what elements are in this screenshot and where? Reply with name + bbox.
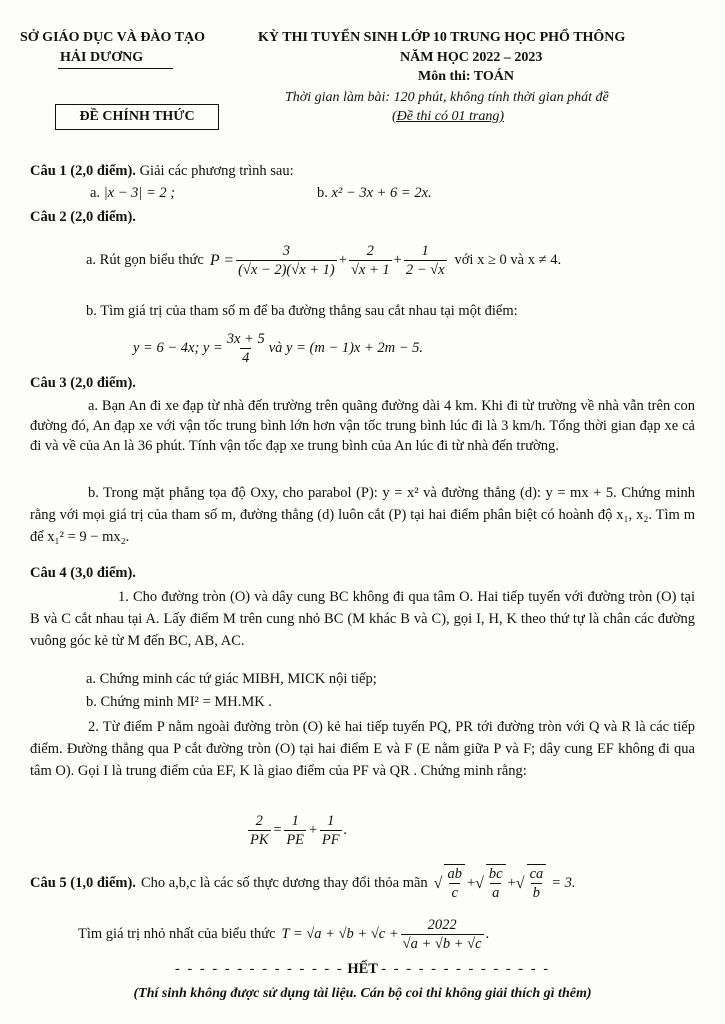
q2a-f1-den: (√x − 2)(√x + 1) [238, 262, 335, 278]
q2a-fraction-1 [236, 242, 337, 279]
q5-line2: Tìm giá trị nhỏ nhất của biểu thức T = √a + √b + √c + $\frac{2022}{√a + √b + √c}$ . [78, 917, 490, 952]
q2a-f2-num: 2 [366, 243, 374, 259]
q3a-text: a. Bạn An đi xe đạp từ nhà đến trường trên quãng đường dài 4 km. Khi đi từ trường về nhà vẫn trên con đường đó, An đạp xe với vận tốc trung bình lớn hơn vận tốc trung bình lúc đi là 3 km/h. Tổng thời gian đạp xe cả đi và về của An là 36 phút. Tính vận tốc đạp xe trung bình của An lúc đi từ nhà đến trường. [30, 398, 695, 454]
q2a-condition: với x ≥ 0 và x ≠ 4. [454, 252, 562, 268]
q2a-f2-den: √x + 1 [350, 262, 390, 278]
q4-plus: + [308, 822, 318, 838]
q2b-frac-den: 4 [242, 350, 250, 366]
q1-intro: Giải các phương trình sau: [139, 163, 294, 179]
q1-title: Câu 1 (2,0 điểm). [30, 163, 136, 179]
q4-eq: = [272, 822, 283, 838]
school-year: NĂM HỌC 2022 – 2023 [400, 50, 543, 65]
q2a-f3-den: 2 − √x [405, 262, 445, 278]
subject: Môn thi: TOÁN [418, 69, 514, 84]
q4-p1: 1. Cho đường tròn (O) và dây cung BC không đi qua tâm O. Hai tiếp tuyến với đường tròn (O) tại B và C cắt nhau tại A. Lấy điểm M trên cung nhỏ BC (M khác B và C), gọi I, H, K theo thứ tự là chân các đường vuông góc kẻ từ M đến BC, AB, AC. [30, 589, 695, 649]
q2b-eq2: và y = (m − 1)x + 2m − 5. [268, 340, 424, 356]
end-marker: - - - - - - - - - - - - - - HẾT - - - - - - - - - - - - - - [174, 961, 551, 977]
q2b-equations [133, 330, 423, 367]
q2a: a. Rút gọn biểu thức P = $\frac{3}{(√x - 2)(√x + 1)}$ + $\frac{2}{√x + 1}$ + $\frac{1}{2 - √x}$ với x ≥ 0 và x ≠ 4. [86, 243, 562, 278]
q4-f1 [248, 812, 271, 849]
end-text: HẾT [347, 961, 378, 977]
q2b-fraction [225, 330, 267, 367]
official-badge: ĐỀ CHÍNH THỨC [55, 104, 219, 130]
province-underline [58, 68, 173, 69]
q5-title: Câu 5 (1,0 điểm). [30, 874, 136, 891]
q2a-f1-num: 3 [282, 243, 291, 259]
page-count: (Đề thi có 01 trang) [392, 109, 504, 124]
q2a-f3-num: 1 [421, 243, 429, 259]
q1b [317, 184, 432, 203]
q2a-P: P = [209, 252, 235, 269]
q5-r1-num: ab [447, 866, 462, 882]
q5-r3-num: ca [529, 866, 544, 882]
q1b-expr: x² − 3x + 6 = 2x. [331, 185, 432, 201]
q5-r3-den: b [532, 885, 541, 901]
q4-title: Câu 4 (3,0 điểm). [30, 565, 136, 581]
q2a-text: a. Rút gọn biểu thức [86, 252, 204, 268]
q5-intro: Cho a,b,c là các số thực dương thay đổi thỏa mãn [140, 874, 428, 891]
q2b-frac-num: 3x + 5 [226, 331, 265, 347]
q1a [90, 184, 175, 203]
q2b-eq1: y = 6 − 4x; y = [133, 340, 223, 356]
province-name: HẢI DƯƠNG [60, 50, 144, 65]
q5-T-den: √a + √b + √c [402, 936, 482, 952]
q2-title: Câu 2 (2,0 điểm). [30, 209, 136, 225]
dept-name: SỞ GIÁO DỤC VÀ ĐÀO TẠO [20, 30, 206, 45]
exam-time: Thời gian làm bài: 120 phút, không tính thời gian phát đề [285, 90, 609, 105]
q5-T-fraction [401, 916, 484, 953]
q4-f2-den: PE [286, 832, 305, 848]
q5-r2-den: a [492, 885, 500, 901]
q4-p2: 2. Từ điểm P nằm ngoài đường tròn (O) kẻ hai tiếp tuyến PQ, PR tới đường tròn với Q và R là các tiếp điểm. Đường thẳng qua P cắt đường tròn (O) tại hai điểm E và F (E nằm giữa P và F; dây cung EF không đi qua tâm O). Gọi I là trung điểm của EF, K là giao điểm của PF và QR . Chứng minh rằng: [30, 719, 695, 779]
q4-f2-num: 1 [291, 813, 299, 829]
q5-root-3 [527, 864, 547, 902]
q4-f2 [284, 812, 306, 849]
q5-T-num: 2022 [427, 917, 457, 933]
q4-p1b: b. Chứng minh MI² = MH.MK . [86, 694, 272, 710]
q4-p2-formula: $\frac{2}{PK}$ = $\frac{1}{PE}$ + $\frac{1}{PF}$ . [250, 813, 348, 848]
q5-eq-end: = 3. [551, 874, 576, 891]
q5-T-lhs: T = √a + √b + √c + [281, 926, 399, 942]
exam-title: KỲ THI TUYỂN SINH LỚP 10 TRUNG HỌC PHỔ THÔNG [258, 30, 626, 45]
q5-root-2 [486, 864, 506, 902]
q5-line1: Câu 5 (1,0 điểm). Cho a,b,c là các số thực dương thay đổi thỏa mãn √ $\frac{ab}{c}$ + √ $\frac{bc}{a}$ + √ $\frac{ca}{b}$ = 3. [30, 866, 576, 901]
q4-p1a: a. Chứng minh các tứ giác MIBH, MICK nội tiếp; [86, 671, 377, 687]
q5-line2-text: Tìm giá trị nhỏ nhất của biểu thức [78, 926, 276, 942]
q5-r2-num: bc [488, 866, 503, 882]
q2a-fraction-3 [404, 242, 447, 279]
q1 [30, 162, 294, 181]
q3b-text: b. Trong mặt phẳng tọa độ Oxy, cho parabol (P): y = x² và đường thẳng (d): y = mx + 5. Chứng minh rằng với mọi giá trị của tham số m, đường thẳng (d) luôn cắt (P) tại hai điểm phân biệt có hoành độ x₁, x₂. Tìm m để x₁² = 9 − mx₂. [30, 485, 695, 545]
q1a-expr: |x − 3| = 2 ; [103, 185, 176, 201]
q1a-label: a. [90, 185, 101, 201]
footer-note: (Thí sinh không được sử dụng tài liệu. Cán bộ coi thi không giải thích gì thêm) [133, 986, 592, 1001]
q4-f1-num: 2 [255, 813, 263, 829]
q4-f3 [320, 812, 342, 849]
q5-r1-den: c [451, 885, 458, 901]
q1b-label: b. [317, 185, 328, 201]
q3-title: Câu 3 (2,0 điểm). [30, 375, 136, 391]
q4-f3-num: 1 [327, 813, 335, 829]
q2a-fraction-2 [349, 242, 392, 279]
q2b-text: b. Tìm giá trị của tham số m để ba đường thẳng sau cắt nhau tại một điểm: [86, 303, 518, 319]
q5-root-1 [444, 864, 465, 902]
q4-f3-den: PF [321, 832, 340, 848]
q4-f1-den: PK [250, 832, 269, 848]
